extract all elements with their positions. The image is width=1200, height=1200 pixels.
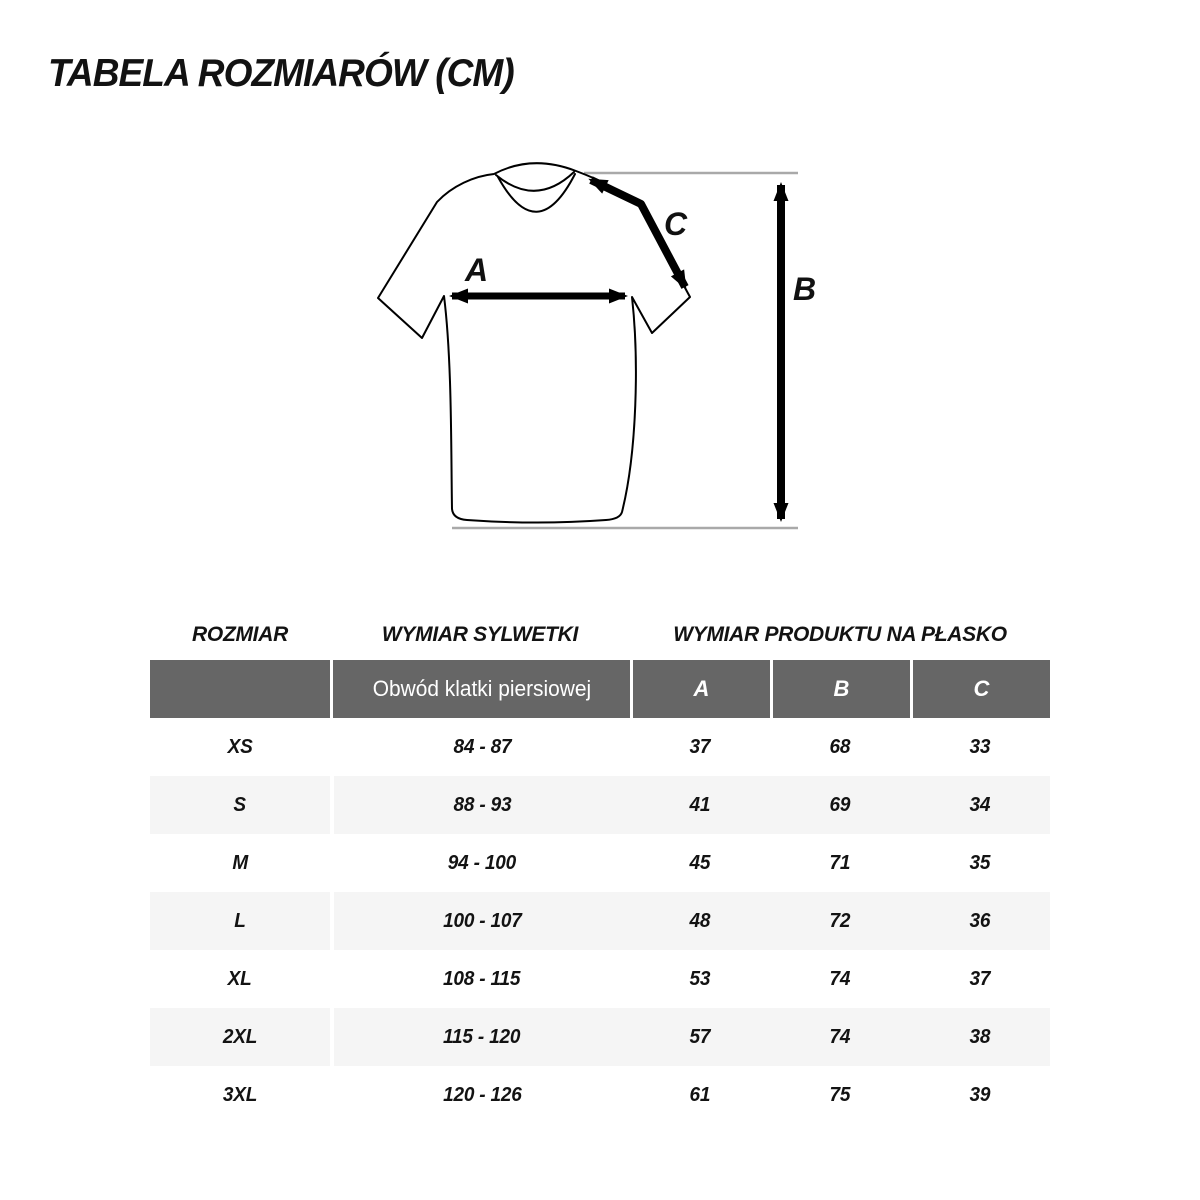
header-cell-size (150, 660, 330, 718)
table-header-row (150, 660, 1050, 718)
column-group-headers (0, 620, 1200, 650)
c-cell: 38 (910, 1008, 1050, 1066)
table-row-xs (150, 718, 1050, 776)
a-cell: 45 (689, 851, 711, 874)
table-row-l (150, 892, 1050, 950)
c-cell: 39 (969, 1083, 991, 1106)
c-cell: 37 (969, 967, 991, 990)
b-cell: 69 (770, 776, 910, 834)
c-cell: 33 (969, 735, 991, 758)
c-cell: 34 (910, 776, 1050, 834)
label-a: A (465, 252, 489, 288)
size-cell: L (150, 892, 330, 950)
chest-cell: 120 - 126 (442, 1083, 522, 1106)
b-cell: 75 (829, 1083, 851, 1106)
group-header-flat-measure: WYMIAR PRODUKTU NA PŁASKO (673, 623, 1007, 646)
size-cell: XS (227, 735, 253, 758)
chest-cell: 94 - 100 (447, 851, 517, 874)
group-header-body-measure: WYMIAR SYLWETKI (381, 623, 579, 646)
table-row-2xl (150, 1008, 1050, 1066)
b-cell: 72 (770, 892, 910, 950)
a-cell: 57 (630, 1008, 770, 1066)
size-cell: S (150, 776, 330, 834)
label-b: B (793, 271, 817, 307)
chest-cell: 100 - 107 (334, 892, 630, 950)
header-cell-a: A (630, 660, 770, 718)
chest-cell: 108 - 115 (443, 967, 521, 990)
table-row-3xl (150, 1066, 1050, 1124)
a-cell: 61 (689, 1083, 711, 1106)
chest-cell: 84 - 87 (453, 735, 511, 758)
size-cell: XL (228, 967, 252, 990)
header-cell-b: B (770, 660, 910, 718)
chest-cell: 88 - 93 (334, 776, 630, 834)
a-cell: 37 (689, 735, 711, 758)
a-cell: 53 (689, 967, 711, 990)
size-table (150, 660, 1050, 1124)
header-cell-chest: Obwód klatki piersiowej (330, 660, 630, 718)
a-cell: 48 (630, 892, 770, 950)
a-cell: 41 (630, 776, 770, 834)
size-cell: 2XL (150, 1008, 330, 1066)
header-cell-c: C (910, 660, 1050, 718)
table-row-xl (150, 950, 1050, 1008)
page-title: TABELA ROZMIARÓW (CM) (48, 52, 514, 95)
label-c: C (664, 206, 688, 242)
b-cell: 71 (829, 851, 851, 874)
b-cell: 68 (829, 735, 851, 758)
size-cell: M (232, 851, 248, 874)
chest-cell: 115 - 120 (334, 1008, 630, 1066)
c-cell: 36 (910, 892, 1050, 950)
tshirt-outline-icon (378, 163, 690, 522)
group-header-size: ROZMIAR (192, 623, 288, 646)
table-row-m (150, 834, 1050, 892)
c-cell: 35 (969, 851, 991, 874)
b-cell: 74 (829, 967, 851, 990)
size-cell: 3XL (222, 1083, 258, 1106)
table-row-s (150, 776, 1050, 834)
b-cell: 74 (770, 1008, 910, 1066)
